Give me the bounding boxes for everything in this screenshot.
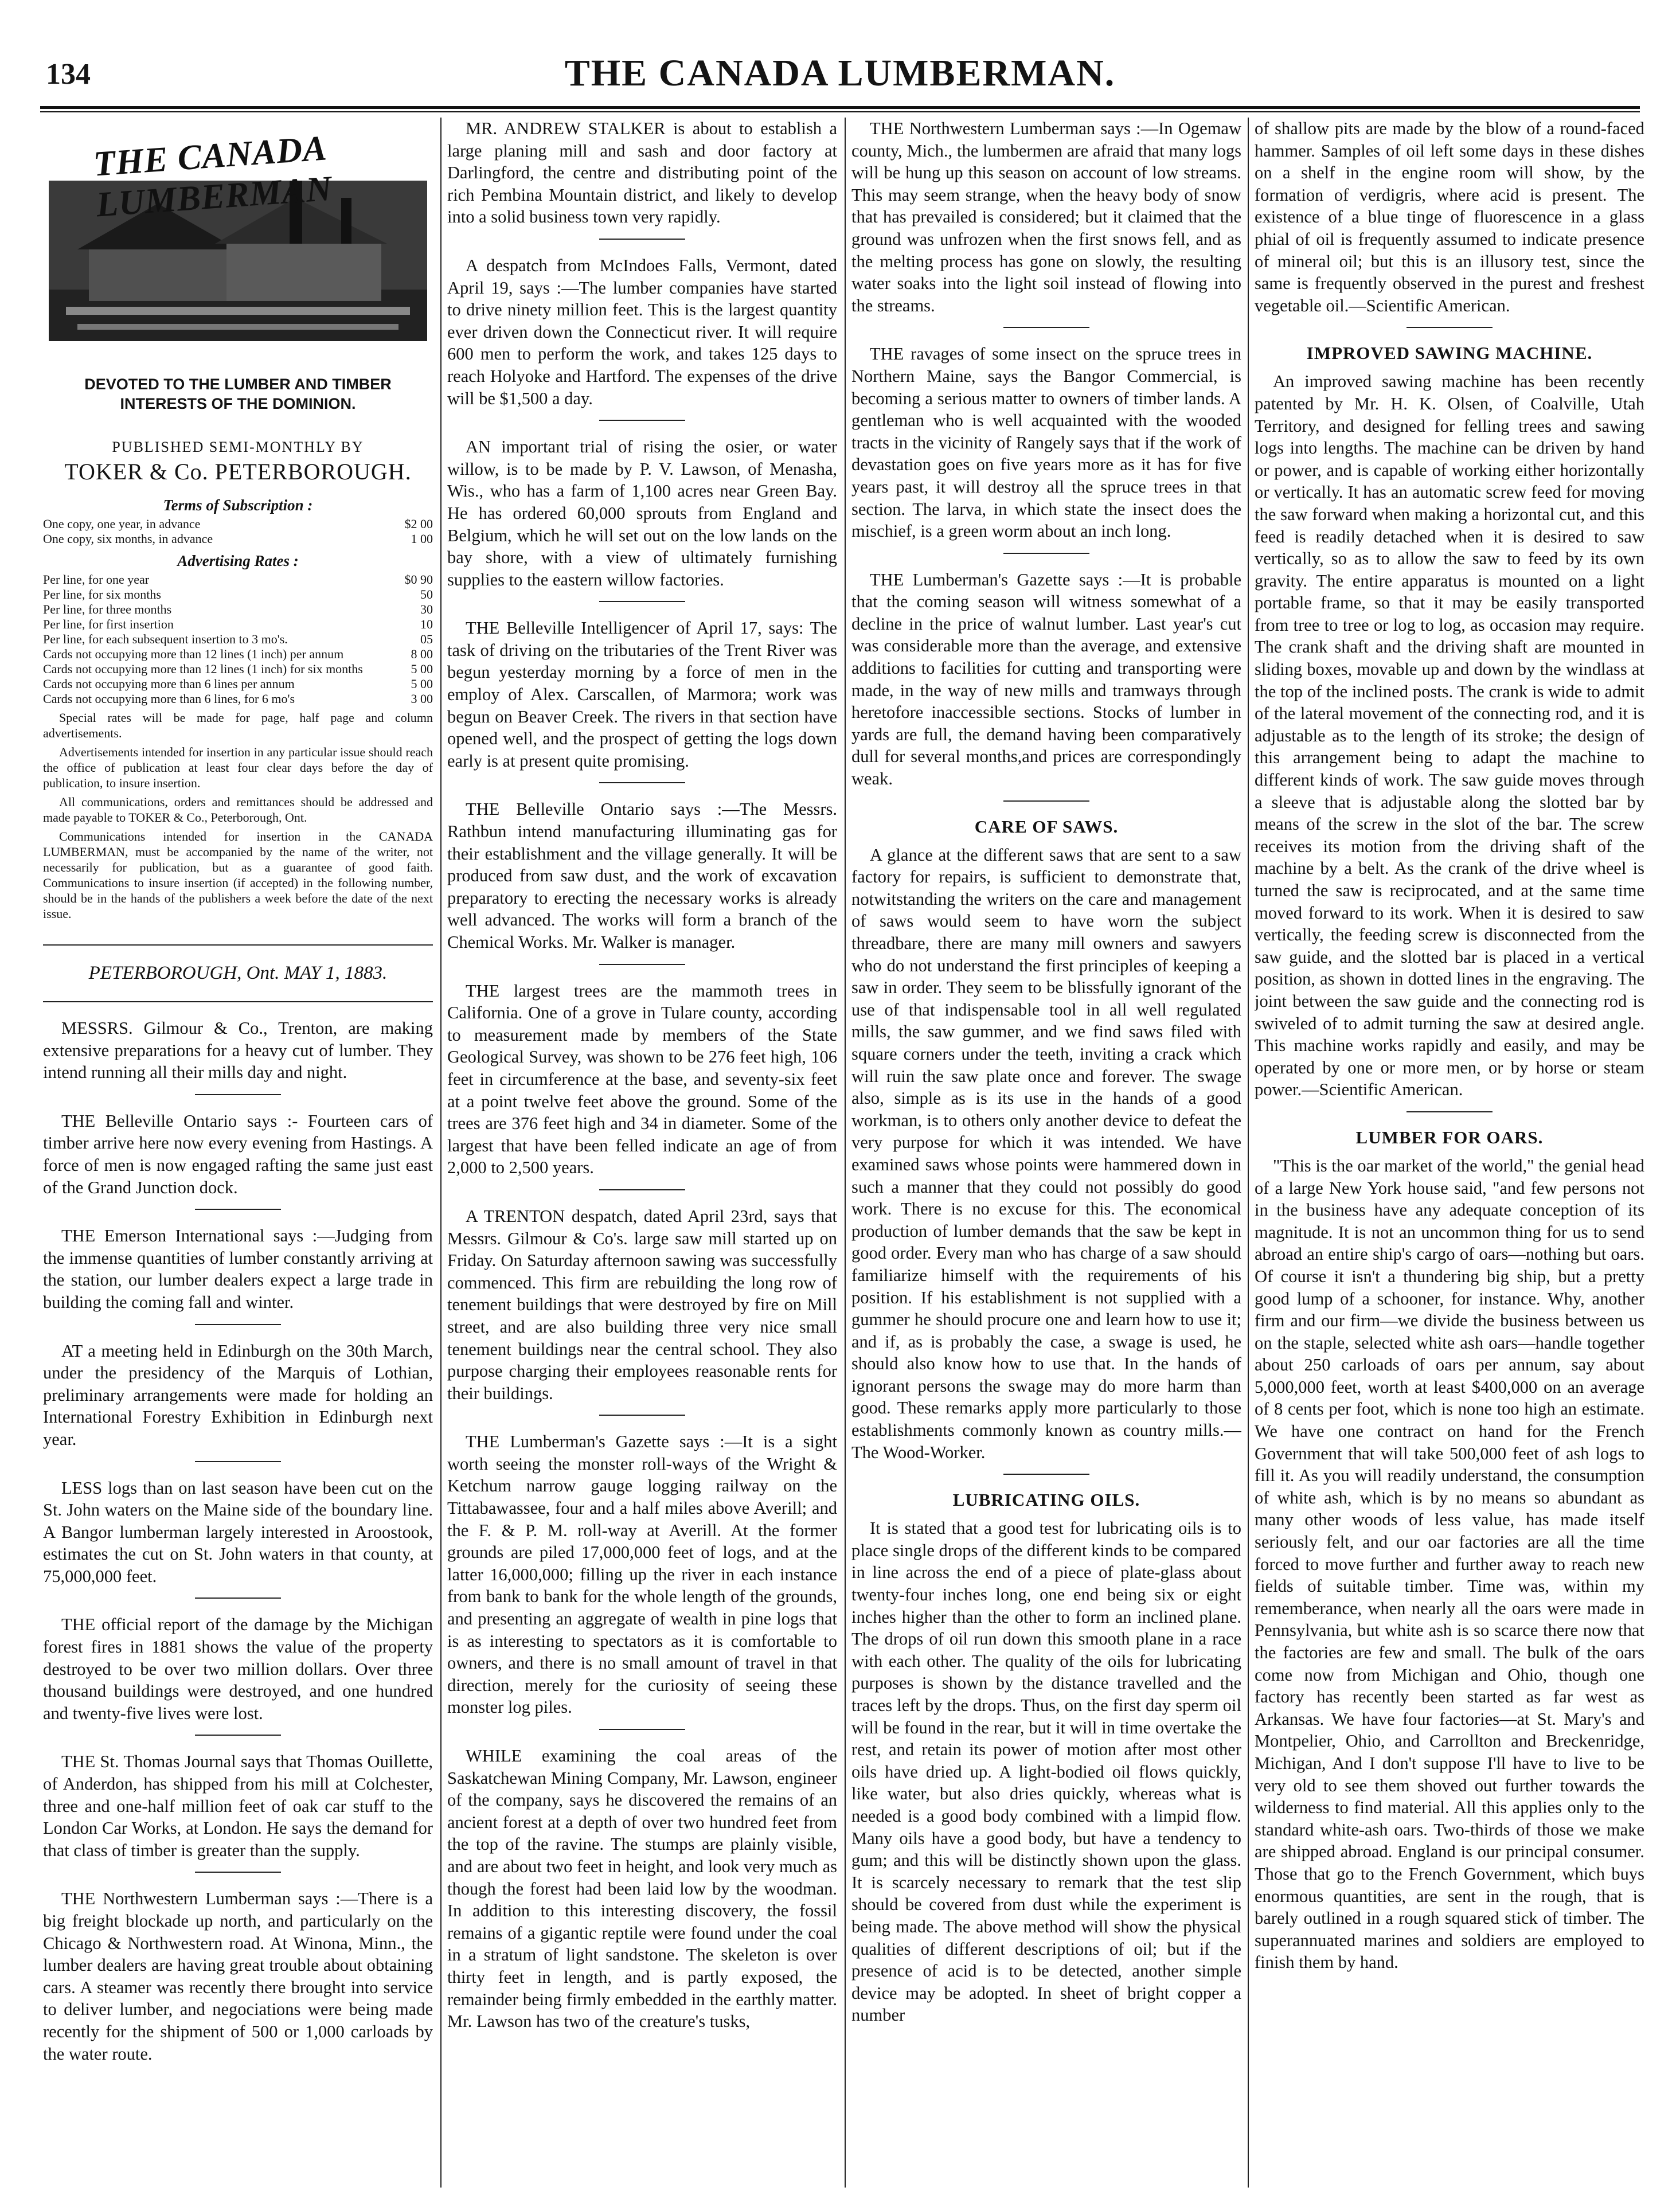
- item-separator: [599, 1189, 685, 1190]
- news-item: WHILE examining the coal areas of the Saskatchewan Mining Company, Mr. Lawson, engineer of the company, says he discovered the remains of an ancient forest at a depth of over two hundred feet from the top of the ravine. The stumps are plainly visible, and are about two feet in height, and look very much as though the forest had been laid low by the woodman. In addition to this interesting discovery, the fossil remains of a gigantic reptile were found under the coal in a stratum of light sandstone. The skeleton is over thirty feet in length, and is partly exposed, the remainder being firmly embedded in the earthly matter. Mr. Lawson has two of the creature's tusks,: [447, 1746, 837, 2032]
- rate-row: Cards not occupying more than 6 lines, for 6 mo's 3 00: [43, 692, 433, 706]
- news-item: THE largest trees are the mammoth trees in California. One of a grove in Tulare county, according to measurement made by members of the State Geological Survey, was shown to be 276 feet high, 106 feet in circumference at the base, and seventy-six feet at a point twelve feet above the ground. Some of the trees are 376 feet high and 34 in diameter. Some of the largest that have been felled indicate an age of from 2,000 to 2,500 years.: [447, 981, 837, 1178]
- rate-row: One copy, one year, in advance $2 00: [43, 517, 433, 531]
- rate-row: Per line, for first insertion 10: [43, 617, 433, 631]
- masthead-logo: [43, 118, 433, 370]
- publisher-name: TOKER & Co. PETERBOROUGH.: [64, 459, 412, 485]
- news-item: LESS logs than on last season have been cut on the St. John waters on the Maine side of the boundary line. A Bangor lumberman largely interested in Aroostook, estimates the cut on St. John waters in that county, at 75,000,000 feet.: [43, 1478, 433, 1586]
- subscription-heading: Terms of Subscription :: [163, 497, 313, 514]
- column-divider: [845, 118, 846, 2188]
- item-separator: [1003, 327, 1089, 328]
- item-separator: [1003, 800, 1089, 802]
- rate-row: Per line, for six months 50: [43, 587, 433, 601]
- item-separator: [599, 1729, 685, 1730]
- logo-title: THE CANADA LUMBERMAN: [92, 128, 334, 225]
- page-header: [40, 52, 1640, 103]
- rate-row: Cards not occupying more than 12 lines (1 inch) for six months 5 00: [43, 662, 433, 676]
- column-3: [851, 118, 1241, 2182]
- news-item: THE Belleville Ontario says :—The Messrs. Rathbun intend manufacturing illuminating gas for their establishment and the village generally. It will be produced from saw dust, and the work of excavation preparatory to erecting the necessary works is already well advanced. The works will form a branch of the Chemical Works. Mr. Walker is manager.: [447, 799, 837, 952]
- news-item: THE Northwestern Lumberman says :—In Ogemaw county, Mich., the lumbermen are afraid that many logs will be hung up this season on account of low streams. This may seem strange, when the heavy body of snow that has prevailed is considered; but it claimed that the ground was unfrozen when the first snows fell, and as the melting process has gone on slowly, the resulting water soaks into the light soil instead of flowing into the streams.: [851, 119, 1241, 315]
- article-heading: IMPROVED SAWING MACHINE.: [1306, 343, 1593, 364]
- issue-dateline: PETERBOROUGH, Ont. MAY 1, 1883.: [43, 944, 433, 984]
- news-item: THE Lumberman's Gazette says :—It is probable that the coming season will witness somewhat of a decline in the price of walnut lumber. Last year's cut was considerable more than the average, and extensive additions to facilities for cutting and transporting were made, in the way of new mills and tramways through heretofore inaccessible sections. Stocks of lumber in yards are full, the demand having been comparatively dull for several months,and prices are correspondingly weak.: [851, 569, 1241, 789]
- news-item: AT a meeting held in Edinburgh on the 30th March, under the presidency of the Marquis of Lothian, preliminary arrangements were made for holding an International Forestry Exhibition in Edinburgh next year.: [43, 1341, 433, 1449]
- article-heading: LUBRICATING OILS.: [952, 1490, 1140, 1510]
- item-separator: [195, 1872, 281, 1873]
- news-item: THE St. Thomas Journal says that Thomas Ouillette, of Anderdon, has shipped from his mill at Colchester, three and one-half million feet of oak car stuff to the London Car Works, at London. He says the demand for that class of timber is greater than the supply.: [43, 1752, 433, 1860]
- article-heading: LUMBER FOR OARS.: [1355, 1127, 1544, 1147]
- item-separator: [599, 782, 685, 783]
- rate-row: Cards not occupying more than 6 lines per annum 5 00: [43, 677, 433, 691]
- item-separator: [195, 1461, 281, 1462]
- column-divider: [1248, 118, 1249, 2188]
- news-item: THE Belleville Intelligencer of April 17, says: The task of driving on the tributaries of the Trent River was begun yesterday morning by a force of men in the employ of Alex. Carscallen, of Marmora; work was begun on Beaver Creek. The rivers in that section have opened well, and the prospect of getting the logs down early is at present quite promising.: [447, 618, 837, 771]
- rate-row: One copy, six months, in advance 1 00: [43, 532, 433, 546]
- item-separator: [195, 1598, 281, 1599]
- header-rule-thin: [40, 111, 1640, 112]
- news-item: A TRENTON despatch, dated April 23rd, says that Messrs. Gilmour & Co's. large saw mill started up on Friday. On Saturday afternoon sawing was successfully commenced. This firm are rebuilding the long row of tenement buildings that were destroyed by fire on Mill street, and are also building three very nice small tenement buildings near the central school. They also purpose charging their employees reasonable rents for their buildings.: [447, 1206, 837, 1403]
- item-separator: [1406, 327, 1493, 328]
- news-item: THE Lumberman's Gazette says :—It is a sight worth seeing the monster roll-ways of the Wright & Ketchum narrow gauge logging railway on the Tittabawassee, four and a half miles above Averill; and the F. & P. M. roll-way at Averill. At the former grounds are piled 17,000,000 feet of logs, and at the latter 16,000,000; filling up the river in each instance from bank to bank for the whole length of the grounds, and presenting an aggregate of wealth in pine logs that is as interesting to spectators as it is comfortable to owners, and there is no small amount of travel in that direction, merely for the curiosity of seeing these monster log piles.: [447, 1432, 837, 1717]
- item-separator: [599, 239, 685, 240]
- imprint-note: Special rates will be made for page, half page and column advertisements.: [43, 710, 433, 740]
- subscription-rates: [43, 517, 433, 546]
- published-line: PUBLISHED SEMI-MONTHLY BY: [112, 439, 364, 455]
- imprint-note: All communications, orders and remittances should be addressed and made payable to TOKER & Co., Peterborough, Ont.: [43, 795, 433, 825]
- item-separator: [599, 420, 685, 421]
- item-separator: [1003, 553, 1089, 554]
- column-divider: [440, 118, 442, 2188]
- rate-row: Per line, for one year $0 90: [43, 572, 433, 587]
- item-separator: [1003, 1474, 1089, 1475]
- news-item: THE ravages of some insect on the spruce trees in Northern Maine, says the Bangor Commercial, is becoming a serious matter to owners of timber lands. A gentleman who is well acquainted with the wooded tracts in the vicinity of Rangely says that if the work of devastation goes on five years more as it has for five years past, it will destroy all the spruce trees in that section. The larva, in which state the insect does the mischief, is a green worm about an inch long.: [851, 344, 1241, 541]
- imprint-note: Advertisements intended for insertion in any particular issue should reach the office of publication at least four clear days before the day of publication, to insure insertion.: [43, 745, 433, 790]
- article-body: It is stated that a good test for lubricating oils is to place single drops of the different kinds to be compared in line across the end of a piece of plate-glass about twenty-four inches long, one end being six or eight inches higher than the other to form an inclined plane. The drops of oil run down this smooth plane in a race with each other. The quality of the oils for lubricating purposes is shown by the distance travelled and the traces left by the drops. Thus, on the first day sperm oil will be found in the rear, but it will in time overtake the rest, and retain its power of motion after most other oils have dried up. A light-bodied oil flows quickly, like water, but also dries quickly, whereas what is needed is a good body combined with a limpid flow. Many oils have a good body, but have a tendency to gum; and this will be distinctly shown upon the glass. It is scarcely necessary to remark that the test slip should be covered from dust while the experiment is being made. The above method will show the physical qualities of different descriptions of oil; but if the presence of acid is to be detected, another simple device may be adopted. In sheet of bright copper a number: [851, 1518, 1241, 2025]
- news-item: A despatch from McIndoes Falls, Vermont, dated April 19, says :—The lumber companies have started to drive ninety million feet. This is the largest quantity ever driven down the Connecticut river. It will require 600 men to perform the work, and takes 125 days to reach Holyoke and Hartford. The expenses of the drive will be $1,500 a day.: [447, 255, 837, 408]
- advertising-rates: [43, 572, 433, 706]
- masthead-title: THE CANADA LUMBERMAN.: [564, 52, 1116, 94]
- page-number: 134: [46, 58, 91, 91]
- article-body: "This is the oar market of the world," the genial head of a large New York house said, "and few persons not in the business have any adequate conception of its magnitude. It is not an uncommon thing for us to send abroad an entire ship's cargo of oars—nothing but oars. Of course it isn't a thundering big ship, but a pretty good lump of a schooner, for instance. Why, another firm and our firm—we divide the business between us on the staple, selected white ash oars—handle together about 250 carloads of oars per annum, say about 5,000,000 feet, worth at least $400,000 on an average of 8 cents per foot, which is none too high an estimate. We have one contract on hand for the French Government that will take 500,000 feet of ash logs to fill it. As you will readily understand, the consumption of white ash, which is by no means so abundant as many other woods of less value, has made itself seriously felt, and our oar factories are all the time forced to move further and further away to reach new fields of suitable timber. Time was, within my rememberance, when nearly all the oars were made in Pennsylvania, but white ash is so scarce there now that the factories are few and small. The bulk of the oars come now from Michigan and Ohio, though one factory has recently been started as far west as Arkansas. We have four factories—at St. Mary's and Montpelier, Ohio, and Carrollton and Breckenridge, Michigan, And I don't suppose I'll have to live to be very old to see them shoved out further towards the wilderness to find material. All this applies only to the standard white-ash oars. Two-thirds of those we make are shipped abroad. England is our principal consumer. Those that go to the French Government, which buys enormous quantities, are sent in the rough, that is barely outlined in a rough squared stick of timber. The superannuated marines and soldiers are employed to finish them by hand.: [1255, 1155, 1644, 1973]
- column-4: [1255, 118, 1644, 2182]
- column-2: [447, 118, 837, 2182]
- item-separator: [599, 601, 685, 602]
- news-item: THE Belleville Ontario says :- Fourteen cars of timber arrive here now every evening from Hastings. A force of men is now engaged rafting the same just east of the Grand Junction dock.: [43, 1111, 433, 1197]
- article-heading: CARE OF SAWS.: [974, 816, 1119, 837]
- item-separator: [195, 1735, 281, 1736]
- article-continuation: of shallow pits are made by the blow of a round-faced hammer. Samples of oil left some days in these dishes on a shelf in the engine room will show, by the formation of verdigris, where acid is present. The existence of a blue tinge of fluorescence in a glass phial of oil is frequently assumed to indicate presence of mineral oil; but this is an illusory test, since the same is frequently observed in the purest and freshest vegetable oil.—Scientific American.: [1255, 119, 1644, 315]
- item-separator: [195, 1094, 281, 1095]
- logo-tagline: DEVOTED TO THE LUMBER AND TIMBER INTERESTS OF THE DOMINION.: [84, 376, 392, 412]
- news-item: THE Northwestern Lumberman says :—There is a big freight blockade up north, and particularly on the Chicago & Northwestern road. At Winona, Minn., the lumber dealers are having great trouble about obtaining cars. A steamer was recently there brought into service to deliver lumber, and negociations were being made recently for the shipment of 500 or 1,000 carloads by the water route.: [43, 1889, 433, 2064]
- news-item: THE official report of the damage by the Michigan forest fires in 1881 shows the value of the property destroyed to be over two million dollars. Over three thousand buildings were destroyed, and one hundred and twenty-five lives were lost.: [43, 1615, 433, 1723]
- dateline-rule: [43, 1001, 433, 1002]
- news-item: AN important trial of rising the osier, or water willow, is to be made by P. V. Lawson, of Menasha, Wis., who has a farm of 1,100 acres near Green Bay. He has ordered 60,000 sprouts from England and Belgium, which he will set out on the low lands on the bay shore, with a view of ultimately furnishing supplies to the eastern willow factories.: [447, 437, 837, 589]
- imprint-note: Communications intended for insertion in the CANADA LUMBERMAN, must be accompanied by the name of the writer, not necessarily for publication, but as a guarantee of good faith. Communications to insure insertion (if accepted) in the following number, should be in the hands of the publishers a week before the date of the next issue.: [43, 829, 433, 921]
- news-item: MESSRS. Gilmour & Co., Trenton, are making extensive preparations for a heavy cut of lumber. They intend running all their mills day and night.: [43, 1018, 433, 1083]
- item-separator: [599, 964, 685, 965]
- news-item: THE Emerson International says :—Judging from the immense quantities of lumber constantly arriving at the station, our lumber dealers expect a large trade in building the coming fall and winter.: [43, 1226, 433, 1312]
- rate-row: Per line, for three months 30: [43, 602, 433, 616]
- news-item: MR. ANDREW STALKER is about to establish a large planing mill and sash and door factory at Darlingford, the centre and distributing point of the rich Pembina Mountain district, and likely to develop into a solid business town very rapidly.: [447, 119, 837, 227]
- article-body: An improved sawing machine has been recently patented by Mr. H. K. Olsen, of Coalville, Utah Territory, and designed for felling trees and sawing logs into lengths. The machine can be driven by hand or power, and is capable of working either horizontally or vertically. It has an automatic screw feed for moving the saw forward when making a horizontal cut, and this feed is readily detached when it is desired to saw vertically, so as to allow the saw to feed by its own gravity. The entire apparatus is mounted on a light portable frame, so that it may be easily transported from tree to tree or log to log, as occasion may require. The crank shaft and the driving shaft are mounted in sliding boxes, movable up and down by the windlass at the top of the inclined posts. The crank is wide to admit of the lateral movement of the connecting rod, and it is adjustable as to the length of its stroke; the design of this arrangement being to adapt the machine to different kinds of work. The saw guide moves through a sleeve that is adjustable along the slotted bar by means of the screw in the slot of the bar. The screw receives its motion from the driving shaft of the machine by a belt. As the crank of the drive wheel is turned the saw is reciprocated, and at the same time moved forward to its work. When it is desired to saw vertically, the feeding screw is disconnected from the saw guide, and the slotted bar is placed in a vertical position, as shown in dotted lines in the engraving. The joint between the saw guide and the connecting rod is swiveled of to admit turning the saw at desired angle. This machine works rapidly and easily, and may be operated by one or more men, or by horse or steam power.—Scientific American.: [1255, 372, 1644, 1100]
- header-rule: [40, 106, 1640, 109]
- rate-row: Per line, for each subsequent insertion to 3 mo's. 05: [43, 632, 433, 646]
- rate-row: Cards not occupying more than 12 lines (1 inch) per annum 8 00: [43, 647, 433, 661]
- item-separator: [195, 1324, 281, 1325]
- item-separator: [195, 1209, 281, 1210]
- advertising-heading: Advertising Rates :: [177, 552, 299, 569]
- item-separator: [599, 1415, 685, 1416]
- column-1: [43, 118, 433, 2182]
- article-body: A glance at the different saws that are sent to a saw factory for repairs, is sufficient to demonstrate that, notwitstanding the writers on the care and management of saws would seem to have worn the subject threadbare, there are many mill owners and sawyers who do not understand the first principles of keeping a saw in order. They seem to be blissfully ignorant of the use of that indispensable tool in all well regulated mills, the saw gummer, and we find saws filed with square corners under the teeth, inviting a crack which will ruin the saw plate once and forever. The swage also, simple as is its use in the hands of a good workman, is to others only another device to defeat the very purpose for which it was intended. We have examined saws whose points were hammered down in such a manner that they could not possibly do good work. There is no excuse for this. The economical production of lumber demands that the saw be kept in good order. Every man who has charge of a saw should familiarize himself with the requirements of his position. If his establishment is not supplied with a gummer he should procure one and learn how to use it; and if, as is probably the case, a swage is used, he should also know how to use that. In the hands of ignorant persons the swage may do more harm than good. These remarks apply more particularly to those establishments commonly known as country mills.—The Wood-Worker.: [851, 845, 1241, 1462]
- item-separator: [1406, 1111, 1493, 1112]
